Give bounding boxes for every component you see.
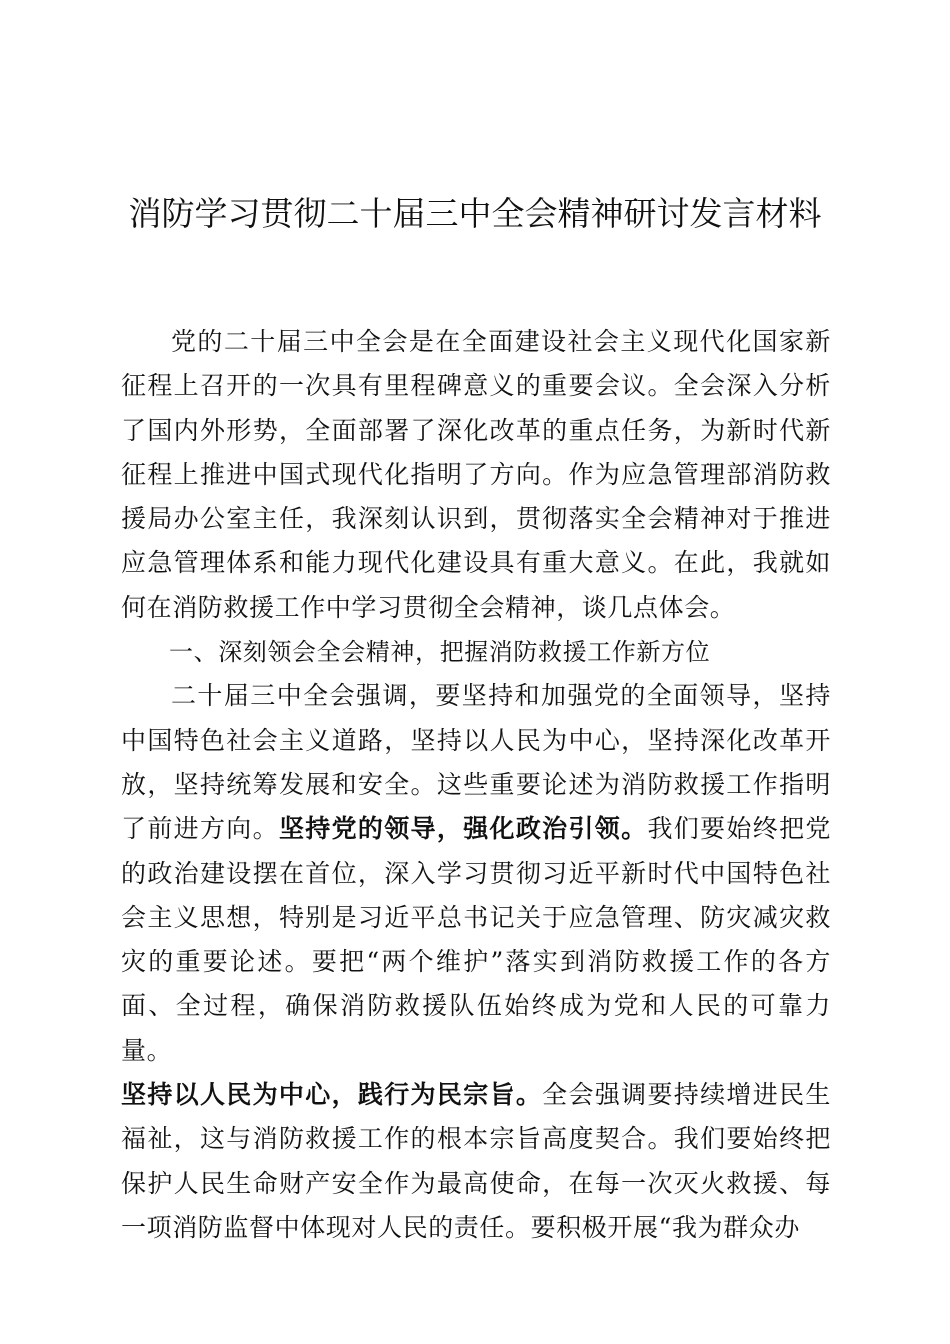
intro-paragraph: 党的二十届三中全会是在全面建设社会主义现代化国家新征程上召开的一次具有里程碑意义的重要会议。全会深入分析了国内外形势，全面部署了深化改革的重点任务，为新时代新征程上推进中国式现代化指明了方向。作为应急管理部消防救援局办公室主任，我深刻认识到，贯彻落实全会精神对于推进应急管理体系和能力现代化建设具有重大意义。在此，我就如何在消防救援工作中学习贯彻全会精神，谈几点体会。: [121, 327, 831, 622]
document-title: 消防学习贯彻二十届三中全会精神研讨发言材料: [128, 194, 822, 233]
paragraph-text: 二十届三中全会强调，要坚持和加强党的全面领导，坚持中国特色社会主义道路，坚持以人民为中心，坚持深化改革开放，坚持统筹发展和安全。这些重要论述为消防救援工作指明了前进方向。: [121, 681, 831, 844]
document-body: [121, 320, 831, 1250]
bold-subheading: 坚持以人民为中心，践行为民宗旨。: [121, 1080, 543, 1110]
section-heading: 一、深刻领会全会精神，把握消防救援工作新方位: [169, 638, 711, 667]
bold-subheading: 坚持党的领导，强化政治引领。: [278, 814, 648, 844]
section-paragraph: [121, 674, 831, 1250]
paragraph-text: 我们要始终把党的政治建设摆在首位，深入学习贯彻习近平新时代中国特色社会主义思想，特别是习近平总书记关于应急管理、防灾减灾救灾的重要论述。要把“两个维护”落实到消防救援工作的各方面、全过程，确保消防救援队伍始终成为党和人民的可靠力量。: [121, 814, 831, 1065]
paragraph-text: 全会强调要持续增进民生福祉，这与消防救援工作的根本宗旨高度契合。我们要始终把保护人民生命财产安全作为最高使命，在每一次灭火救援、每一项消防监督中体现对人民的责任。要积极开展“我为群众办: [121, 1080, 831, 1242]
